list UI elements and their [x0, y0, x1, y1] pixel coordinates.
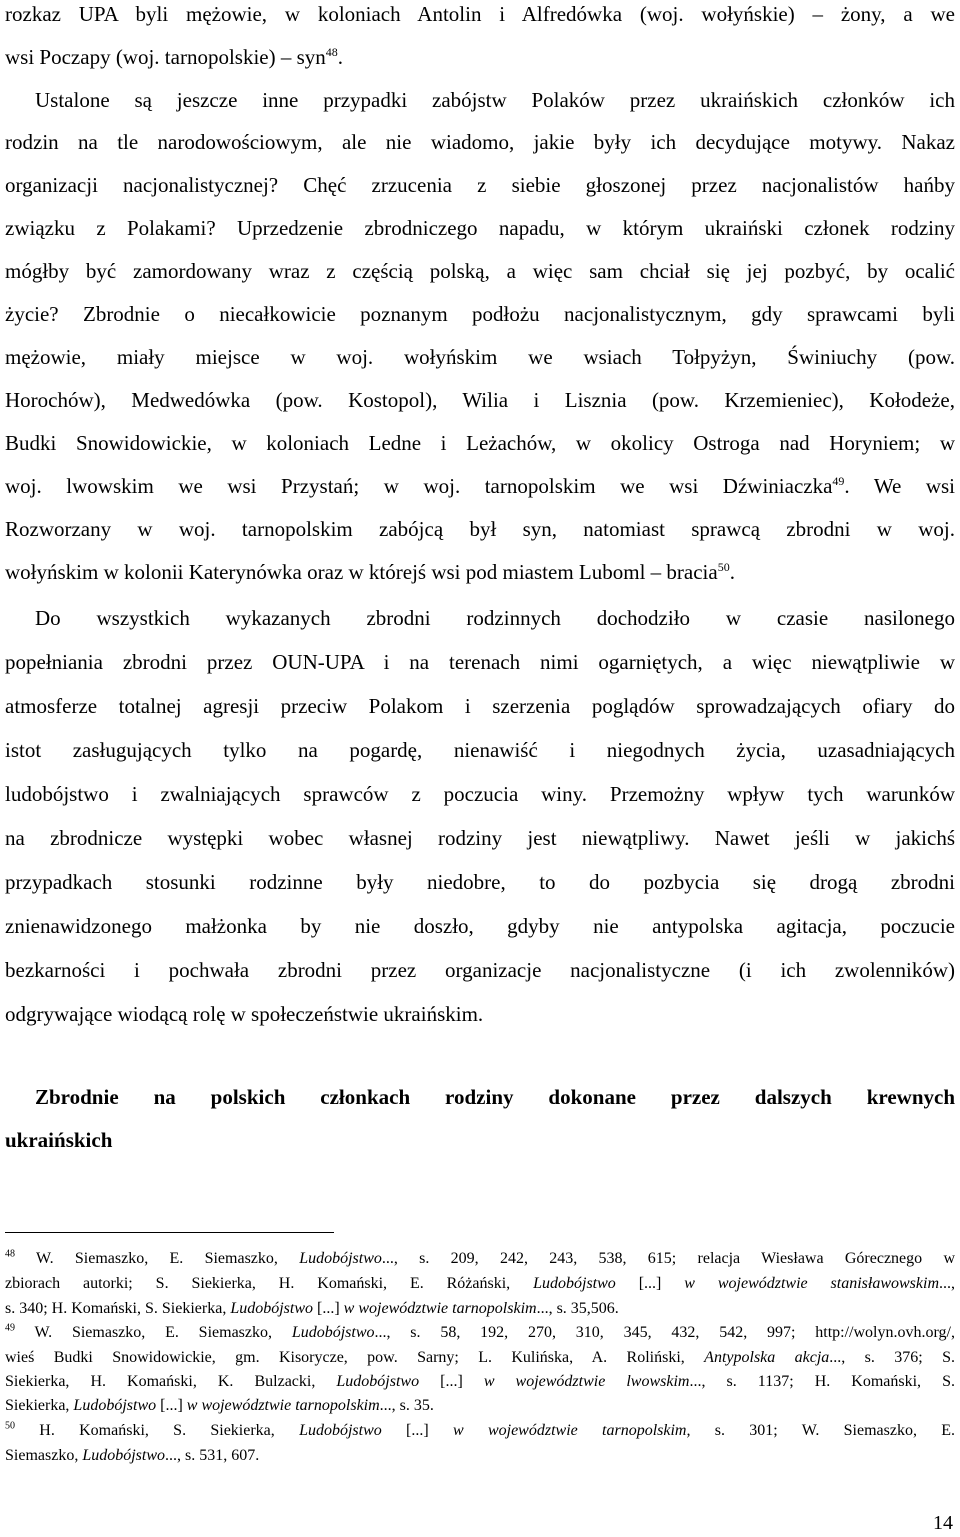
footnote-title: w województwie tarnopolskim — [186, 1397, 380, 1414]
footnote-text: [...] — [156, 1397, 187, 1414]
body-line-text: rozkaz UPA byli mężowie, w koloniach Antolin i Alfredówka (woj. wołyńskie) – żony, a we — [5, 2, 955, 26]
body-line-text: popełniania zbrodni przez OUN-UPA i na terenach nimi ogarniętych, a więc niewątpliwie w — [5, 650, 955, 674]
footnote-text: Siemaszko, — [5, 1447, 83, 1464]
footnote-text: wieś Budki Snowidowickie, gm. Kisorycze, pow. Sarny; L. Kulińska, A. Roliński, — [5, 1349, 705, 1366]
body-line-6 — [5, 216, 955, 240]
body-line-text: przypadkach stosunki rodzinne były niedobre, to do pozbycia się drogą zbrodni — [5, 870, 955, 894]
body-line-text: Budki Snowidowickie, w koloniach Ledne i Leżachów, w okolicy Ostroga nad Horyniem; w — [5, 431, 955, 455]
body-line-text: . — [337, 45, 344, 69]
body-line-12 — [5, 474, 955, 498]
body-line-text: ludobójstwo i zwalniających sprawców z poczucia winy. Przemożny wpływ tych warunków — [5, 782, 955, 806]
footnote-ref-49[interactable]: 49 — [832, 474, 845, 488]
footnote-49-line-4 — [5, 1396, 955, 1415]
body-line-3 — [35, 88, 955, 112]
body-line-21 — [5, 870, 955, 894]
body-line-text: mężowie, miały miejsce w woj. wołyńskim we wsiach Tołpyżyn, Świniuchy (pow. — [5, 345, 955, 369]
body-line-22 — [5, 914, 955, 938]
body-line-text: wsi Poczapy (woj. tarnopolskie) – syn — [5, 45, 326, 69]
footnote-text: H. Komański, S. Siekierka, — [15, 1422, 300, 1439]
footnote-text: [...] — [615, 1275, 685, 1292]
body-line-text: bezkarności i pochwała zbrodni przez organizacje nacjonalistyczne (i ich zwolenników) — [5, 958, 955, 982]
footnote-number: 49 — [5, 1322, 15, 1334]
footnote-title: w województwie tarnopolskim, — [453, 1422, 691, 1439]
body-line-text: znienawidzonego małżonka by nie doszło, gdyby nie antypolska agitacja, poczucie — [5, 914, 955, 938]
footnote-title: Ludobójstwo — [291, 1324, 375, 1341]
body-line-text: . — [729, 560, 735, 584]
footnote-title: Ludobójstwo — [336, 1373, 420, 1390]
body-line-text: Ustalone są jeszcze inne przypadki zabójstw Polaków przez ukraińskich członków ich — [35, 88, 955, 112]
section-heading-text: Zbrodnie na polskich członkach rodziny dokonane przez dalszych krewnych — [35, 1085, 955, 1109]
body-line-15 — [35, 606, 955, 630]
body-line-24 — [5, 1002, 955, 1026]
footnote-ref-48[interactable]: 48 — [325, 45, 338, 59]
footnote-text: ..., s. 35,506. — [536, 1300, 619, 1317]
body-line-7 — [5, 259, 955, 283]
footnote-text: ..., — [939, 1275, 955, 1292]
body-line-5 — [5, 173, 955, 197]
footnote-title: Ludobójstwo — [230, 1300, 314, 1317]
body-line-text: atmosferze totalnej agresji przeciw Polakom i szerzenia poglądów sprowadzających ofiary do — [5, 694, 955, 718]
body-line-23 — [5, 958, 955, 982]
body-line-text: wołyńskim w kolonii Katerynówka oraz w którejś wsi pod miastem Luboml – bracia — [5, 560, 718, 584]
body-line-17 — [5, 694, 955, 718]
body-line-1 — [5, 2, 955, 26]
footnote-text: [...] — [381, 1422, 453, 1439]
footnote-text: W. Siemaszko, E. Siemaszko, — [15, 1250, 300, 1267]
footnote-text: zbiorach autorki; S. Siekierka, H. Komański, E. Różański, — [5, 1275, 534, 1292]
footnote-49-line-3 — [5, 1372, 955, 1391]
footnote-50-line-2 — [5, 1446, 955, 1465]
body-line-10 — [5, 388, 955, 412]
footnote-title: Ludobójstwo — [533, 1275, 616, 1292]
section-heading-line-2 — [5, 1128, 955, 1152]
footnote-title: Ludobójstwo — [299, 1250, 382, 1267]
body-line-18 — [5, 738, 955, 762]
footnote-text: ..., s. 376; S. — [829, 1349, 955, 1366]
footnote-title: Antypolska akcja — [704, 1349, 830, 1366]
footnote-text: ..., s. 35. — [379, 1397, 434, 1414]
body-line-8 — [5, 302, 955, 326]
footnote-48-line-1 — [5, 1249, 955, 1268]
body-line-text: Horochów), Medwedówka (pow. Kostopol), Wilia i Lisznia (pow. Krzemieniec), Kołodeże, — [5, 388, 955, 412]
footnote-title: w województwie tarnopolskim — [343, 1300, 537, 1317]
body-line-text: na zbrodnicze występki wobec własnej rodziny jest niewątpliwy. Nawet jeśli w jakichś — [5, 826, 955, 850]
body-line-13 — [5, 517, 955, 541]
footnote-text: Siekierka, H. Komański, K. Bulzacki, — [5, 1373, 337, 1390]
footnote-50-line-1 — [5, 1421, 955, 1440]
body-line-text: woj. lwowskim we wsi Przystań; w woj. tarnopolskim we wsi Dźwiniaczka — [5, 474, 833, 498]
body-line-text: Do wszystkich wykazanych zbrodni rodzinnych dochodziło w czasie nasilonego — [35, 606, 955, 630]
footnote-number: 48 — [5, 1248, 15, 1260]
body-line-14 — [5, 560, 955, 584]
footnote-title: w województwie stanisławowskim — [684, 1275, 939, 1292]
body-line-11 — [5, 431, 955, 455]
body-line-text: istot zasługujących tylko na pogardę, nienawiść i niegodnych życia, uzasadniających — [5, 738, 955, 762]
body-line-text: . We wsi — [844, 474, 955, 498]
footnote-text: ..., s. 209, 242, 243, 538, 615; relacja Wiesława Górecznego w — [381, 1250, 955, 1267]
footnote-number: 50 — [5, 1420, 15, 1432]
footnote-49-line-1 — [5, 1323, 955, 1342]
footnote-48-line-2 — [5, 1274, 955, 1293]
footnote-text: ..., s. 531, 607. — [165, 1447, 260, 1464]
footnote-title: Ludobójstwo — [82, 1447, 166, 1464]
body-line-2 — [5, 45, 955, 69]
footnote-text: Siekierka, — [5, 1397, 74, 1414]
footnote-text: s. 301; W. Siemaszko, E. — [690, 1422, 956, 1439]
page-number: 14 — [933, 1512, 953, 1534]
body-line-text: życie? Zbrodnie o niecałkowicie poznanym podłożu nacjonalistycznym, gdy sprawcami byli — [5, 302, 955, 326]
footnote-text: [...] — [419, 1373, 484, 1390]
body-line-text: związku z Polakami? Uprzedzenie zbrodniczego napadu, w którym ukraiński członek rodziny — [5, 216, 955, 240]
footnote-separator — [5, 1232, 334, 1233]
body-line-4 — [5, 130, 955, 154]
footnote-text: ..., s. 1137; H. Komański, S. — [689, 1373, 956, 1390]
body-line-text: mógłby być zamordowany wraz z częścią polską, a więc sam chciał się jej pozbyć, by ocalić — [5, 259, 955, 283]
body-line-text: Rozworzany w woj. tarnopolskim zabójcą był syn, natomiast sprawcą zbrodni w woj. — [5, 517, 955, 541]
footnote-text: [...] — [313, 1300, 344, 1317]
footnote-text: s. 340; H. Komański, S. Siekierka, — [5, 1300, 231, 1317]
footnote-title: Ludobójstwo — [73, 1397, 157, 1414]
footnote-48-line-3 — [5, 1299, 955, 1318]
footnote-text: W. Siemaszko, E. Siemaszko, — [15, 1324, 292, 1341]
footnote-title: w województwie lwowskim — [483, 1373, 690, 1390]
body-line-9 — [5, 345, 955, 369]
body-line-text: odgrywające wiodącą rolę w społeczeństwie ukraińskim. — [5, 1002, 484, 1026]
footnote-ref-50[interactable]: 50 — [717, 560, 730, 574]
footnote-title: Ludobójstwo — [299, 1422, 382, 1439]
body-line-text: rodzin na tle narodowościowym, ale nie wiadomo, jakie były ich decydujące motywy. Nakaz — [5, 130, 955, 154]
body-line-20 — [5, 826, 955, 850]
footnote-49-line-2 — [5, 1348, 955, 1367]
body-line-text: organizacji nacjonalistycznej? Chęć zrzucenia z siebie głoszonej przez nacjonalistów hańby — [5, 173, 955, 197]
body-line-16 — [5, 650, 955, 674]
footnote-text: ..., s. 58, 192, 270, 310, 345, 432, 542, 997; http://wolyn.ovh.org/, — [374, 1324, 955, 1341]
body-line-19 — [5, 782, 955, 806]
section-heading-line-1 — [35, 1085, 955, 1109]
section-heading-text: ukraińskich — [5, 1128, 113, 1152]
